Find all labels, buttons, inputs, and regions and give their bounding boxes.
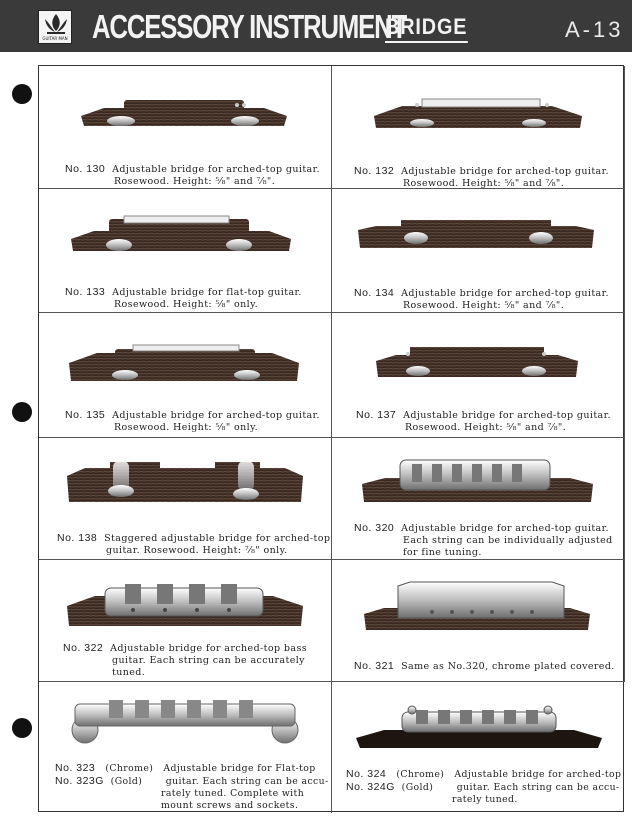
item-caption: No. 137 Adjustable bridge for arched-top guitar. Rosewood. Height: ⁵⁄₈" and ⁷⁄₈". (356, 409, 611, 433)
catalog-item (332, 66, 625, 189)
item-number: No. 321 (354, 660, 395, 672)
item-caption: No. 133 Adjustable bridge for flat-top guitar. Rosewood. Height: ⁵⁄₈" only. (65, 286, 302, 310)
bridge-320-image (360, 456, 595, 504)
item-caption: No. 135 Adjustable bridge for arched-top guitar. Rosewood. Height: ⁵⁄₈" only. (65, 409, 320, 433)
catalog-item (39, 438, 332, 560)
catalog-item (39, 560, 332, 682)
item-caption: No. 323 (Chrome) Adjustable bridge for Flat-top No. 323G (Gold) guitar. Each string can be accu- rately tuned. Complete with mount screws and sockets. (55, 762, 329, 811)
item-number: No. 324 (346, 768, 387, 780)
page-title: ACCESSORY INSTRUMENT (92, 8, 407, 45)
binder-hole (12, 718, 32, 738)
bridge-137-image (374, 343, 580, 381)
bridge-324-image (354, 702, 604, 750)
bridge-321-image (362, 578, 592, 632)
fleur-emblem-icon (39, 11, 73, 37)
catalog-item (39, 189, 332, 313)
catalog-item (332, 682, 625, 813)
bridge-133-image (69, 211, 294, 255)
catalog-item (39, 66, 332, 189)
section-title: BRIDGE (385, 14, 467, 43)
item-number: No. 322 (63, 642, 104, 654)
item-caption: No. 322 Adjustable bridge for arched-top bass guitar. Each string can be accurately tuned. (63, 642, 308, 678)
item-number: No. 133 (65, 286, 106, 298)
item-number: No. 320 (354, 522, 395, 534)
item-number: No. 323G (55, 775, 104, 787)
bridge-132-image (372, 96, 584, 134)
brand-logo (38, 10, 72, 44)
item-caption: No. 320 Adjustable bridge for arched-top guitar. Each string can be individually adjusted for fine tuning. (354, 522, 613, 558)
item-caption: No. 324 (Chrome) Adjustable bridge for arched-top No. 324G (Gold) guitar. Each string can be accu- rately tuned. (346, 768, 622, 805)
item-number: No. 138 (57, 532, 98, 544)
item-caption: No. 132 Adjustable bridge for arched-top guitar. Rosewood. Height: ⁵⁄₈" and ⁷⁄₈". (354, 165, 609, 189)
item-number: No. 132 (354, 165, 395, 177)
item-number: No. 130 (65, 163, 106, 175)
item-number: No. 134 (354, 287, 395, 299)
catalog-grid (38, 65, 624, 812)
item-caption: No. 130 Adjustable bridge for arched-top guitar. Rosewood. Height: ⁵⁄₈" and ⁷⁄₈". (65, 163, 320, 187)
page-number: A-13 (565, 17, 624, 42)
catalog-item (39, 682, 332, 813)
item-number: No. 323 (55, 762, 96, 774)
item-number: No. 137 (356, 409, 397, 421)
bridge-323-image (69, 696, 301, 750)
binder-hole (12, 84, 32, 104)
item-number: No. 135 (65, 409, 106, 421)
bridge-130-image (79, 94, 289, 134)
catalog-item (39, 313, 332, 438)
logo-caption: GUITAR MAN (42, 36, 68, 41)
bridge-134-image (356, 216, 596, 252)
catalog-item (332, 560, 625, 682)
page-header (0, 0, 632, 52)
bridge-138-image (65, 458, 305, 504)
binder-hole (12, 402, 32, 422)
item-caption: No. 138 Staggered adjustable bridge for arched-top guitar. Rosewood. Height: ⁷⁄₈" only. (57, 532, 331, 556)
bridge-135-image (67, 339, 302, 383)
catalog-item (332, 189, 625, 313)
item-caption: No. 321 Same as No.320, chrome plated covered. (354, 660, 615, 672)
item-caption: No. 134 Adjustable bridge for arched-top guitar. Rosewood. Height: ⁵⁄₈" and ⁷⁄₈". (354, 287, 609, 311)
bridge-322-image (65, 578, 305, 628)
catalog-item (332, 438, 625, 560)
item-number: No. 324G (346, 781, 395, 793)
catalog-item (332, 313, 625, 438)
